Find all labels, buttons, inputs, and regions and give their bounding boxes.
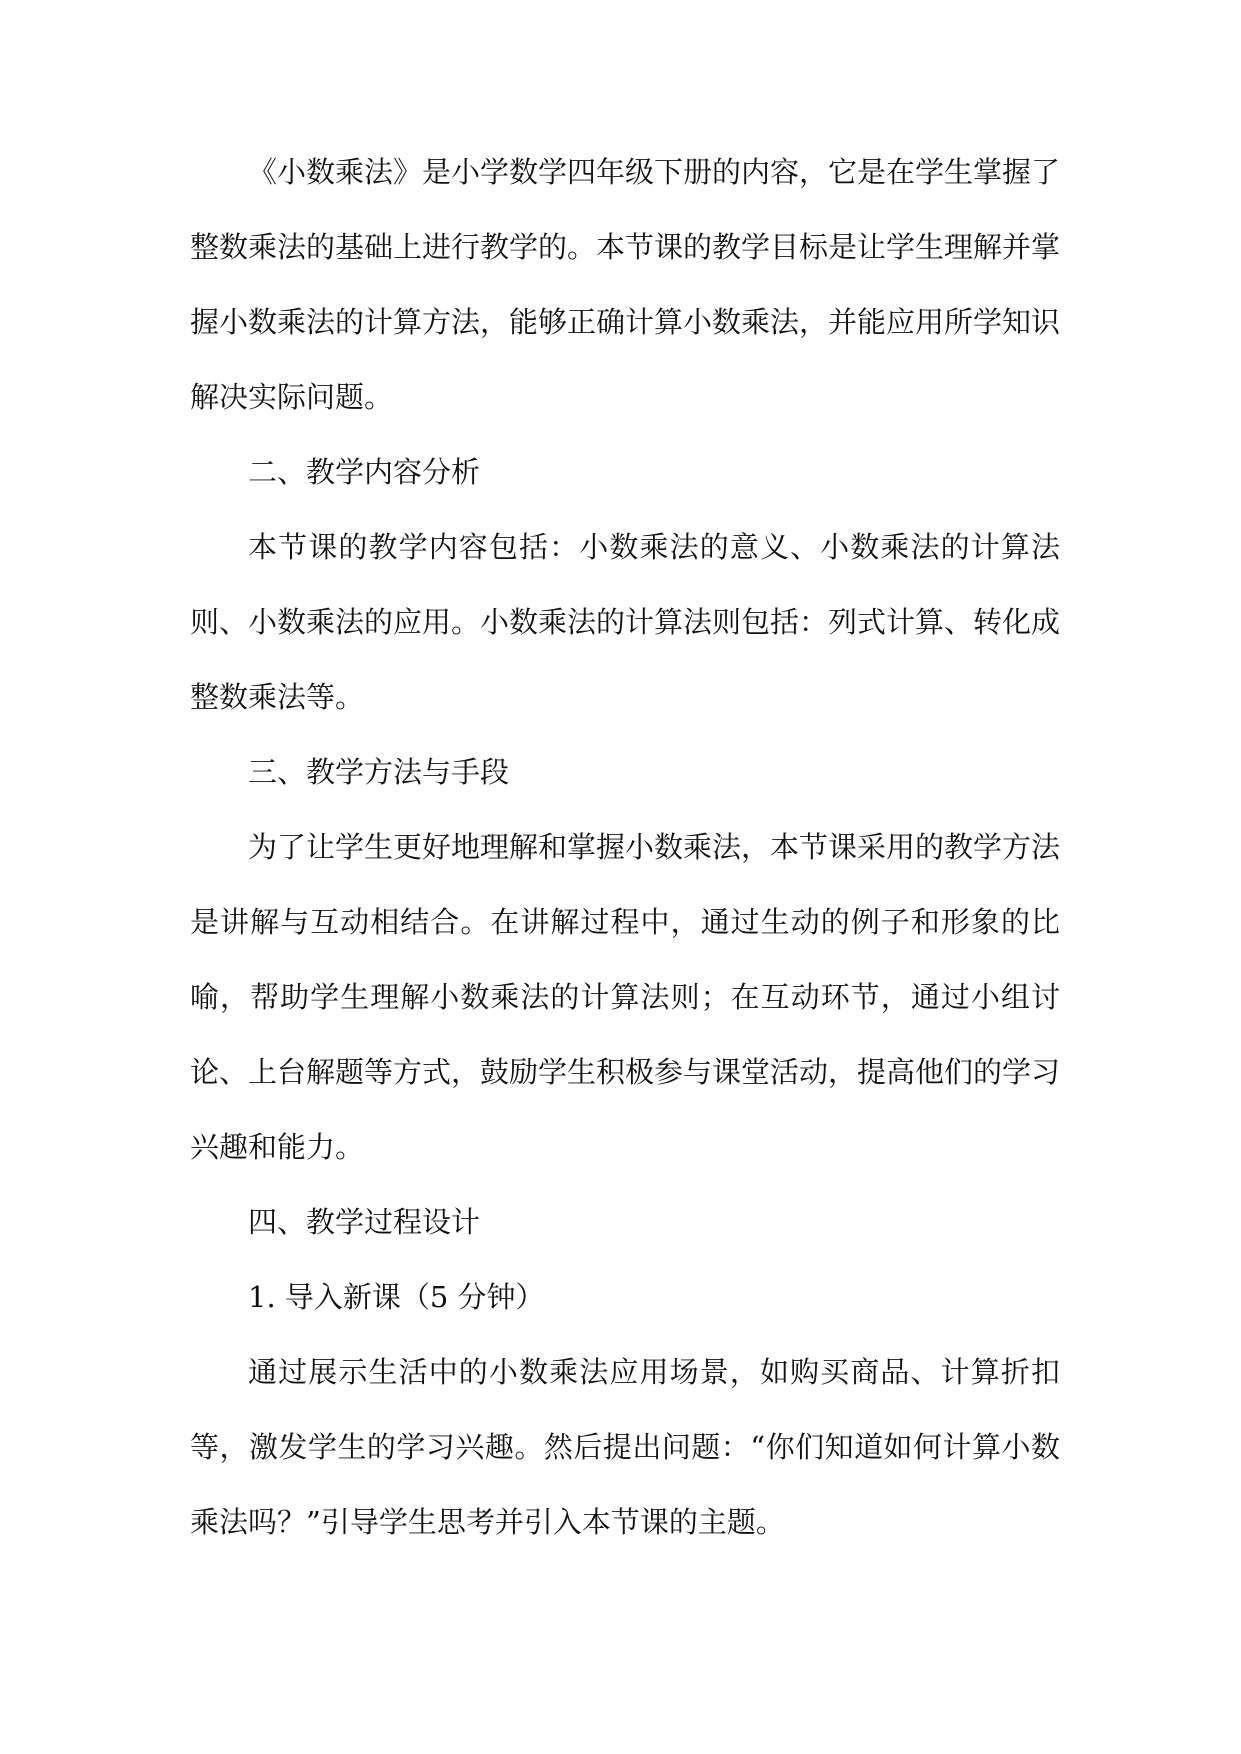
introduction-paragraph: 通过展示生活中的小数乘法应用场景，如购买商品、计算折扣等，激发学生的学习兴趣。然后提出问题：“你们知道如何计算小数乘法吗？”引导学生思考并引入本节课的主题。 [190,1355,1060,1539]
content-analysis-paragraph: 本节课的教学内容包括：小数乘法的意义、小数乘法的计算法则、小数乘法的应用。小数乘法的计算法则包括：列式计算、转化成整数乘法等。 [190,530,1061,714]
section-heading-process-design: 四、教学过程设计 [248,1205,481,1239]
subsection-heading-introduction: 1. 导入新课（5 分钟） [248,1280,545,1314]
section-heading-methods: 三、教学方法与手段 [248,755,510,789]
document-page [190,135,1060,1560]
intro-paragraph: 《小数乘法》是小学数学四年级下册的内容，它是在学生掌握了整数乘法的基础上进行教学的。本节课的教学目标是让学生理解并掌握小数乘法的计算方法，能够正确计算小数乘法，并能应用所学知识解决实际问题。 [190,155,1061,414]
section-heading-content-analysis: 二、教学内容分析 [248,455,481,489]
methods-paragraph: 为了让学生更好地理解和掌握小数乘法，本节课采用的教学方法是讲解与互动相结合。在讲解过程中，通过生动的例子和形象的比喻，帮助学生理解小数乘法的计算法则；在互动环节，通过小组讨论、上台解题等方式，鼓励学生积极参与课堂活动，提高他们的学习兴趣和能力。 [190,830,1061,1164]
